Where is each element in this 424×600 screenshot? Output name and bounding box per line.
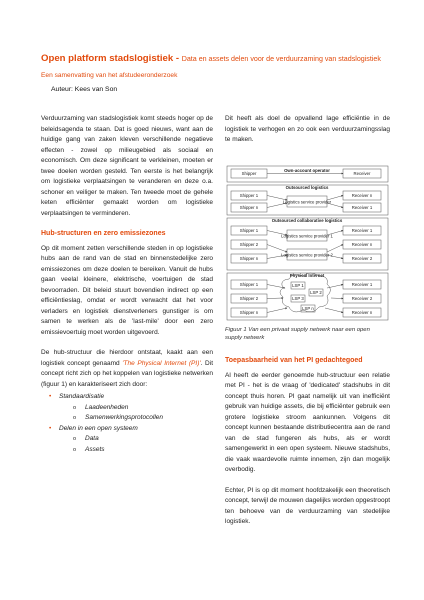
receiver-label: Receiver n — [351, 242, 373, 247]
shipper-label: Shipper n — [239, 205, 259, 210]
title-subtitle: Data en assets delen voor de verduurzaming van stadslogistiek — [181, 55, 381, 63]
pi-term: 'The Physical Internet (PI)' — [122, 359, 201, 367]
supply-network-figure — [225, 164, 390, 322]
intro-paragraph: Verduurzaming van stadslogistiek komt steeds hoger op de beleidsagenda te staan. Dat is goed nieuws, want aan de huidige gang van zaken kleven verschillende negatieve effecten - zowel op milieugebied als sociaal en economisch. Om deze significant te verkleinen, moeten er twee doelen worden gesteld. Ten eerste is het belangrijk om logistieke verplaatsingen te veranderen en deze o.a. schoner en veiliger te maken. Ten tweede moet de gehele keten efficiënter gemaakt worden om logistieke verplaatsingen te verminderen. — [41, 115, 213, 217]
receiver-label: Receiver 2 — [351, 256, 373, 261]
receiver-label: Receiver 1 — [351, 228, 373, 233]
section-title: Physical Internet — [289, 273, 325, 278]
sub-list-item: o Assets — [85, 445, 213, 456]
title-main: Open platform stadslogistiek - — [41, 53, 182, 64]
section-title: Own-account operator — [284, 168, 330, 173]
sub-list-item: o Samenwerkingsprotocollen — [85, 413, 213, 424]
receiver-label: Receiver 2 — [351, 296, 373, 301]
author-line: Auteur: Kees van Son — [51, 86, 118, 93]
shipper-label: Shipper 2 — [239, 242, 259, 247]
lsp-label: LSP 3 — [292, 296, 304, 301]
lsp-label: Logistics service provider 1 — [281, 233, 333, 239]
receiver-label: Receiver — [353, 171, 371, 176]
receiver-label: Receiver n — [351, 310, 373, 315]
shipper-label: Shipper n — [239, 310, 259, 315]
document-title — [41, 52, 381, 64]
list-item — [59, 392, 213, 424]
pi-paragraph-end: . Dit concept richt zich op het koppelen van logistieke netwerken (figuur 1) en karakteriseert zich door: — [41, 359, 213, 388]
characteristics-list — [41, 392, 213, 455]
right-intro-paragraph: Dit heeft als doel de opvallend lage efficiëntie in de logistiek te verhogen en zo ook een verduurzamingsslag te maken. — [225, 115, 390, 143]
shipper-label: Shipper — [241, 171, 257, 176]
hub-paragraph: Op dit moment zetten verschillende steden in op logistieke hubs aan de rand van de stad en binnenstedelijke zero emissiezones om deze doelen te bereiken. Vanuit de hubs gaan veelal kleinere, elektrische, voertuigen de stad bevoorraden. Dit beleid stuurt bovendien indirect op een efficiëntieslag, omdat er wordt verwacht dat het voor verladers en logistiek dienstverleners gunstiger is om samen te werken als de 'last-mile' door een zero emissievoertuig moet worden uitgevoerd. — [41, 244, 213, 336]
right-column-top — [225, 114, 390, 156]
receiver-label: Receiver 1 — [351, 205, 373, 210]
list-item — [59, 424, 213, 456]
lsp-label: LSP 1 — [292, 283, 304, 288]
pi-paragraph — [41, 348, 213, 390]
bullet-label: Delen in een open systeem — [59, 424, 138, 432]
shipper-label: Shipper 1 — [239, 282, 259, 287]
lsp-label: LSP 2 — [310, 290, 322, 295]
receiver-label: Receiver n — [351, 193, 373, 198]
summary-line: Een samenvatting van het afstudeeronderzoek — [41, 72, 178, 79]
shipper-label: Shipper 1 — [239, 228, 259, 233]
shipper-label: Shipper n — [239, 256, 259, 261]
hub-heading: Hub-structuren en zero emissiezones — [41, 230, 166, 237]
left-column — [41, 114, 213, 455]
lsp-label: Logistics service provider — [282, 199, 332, 205]
sub-list — [59, 403, 213, 424]
right-column-lower — [225, 356, 390, 538]
section-title: Outsourced collaborative logistics — [271, 218, 343, 223]
closing-paragraph: Echter, PI is op dit moment hoofdzakelijk een theoretisch concept, terwijl de mouwen dagelijks worden opgestroopt ten behoeve van de verduurzaming van stedelijke logistiek. — [225, 486, 390, 525]
bullet-label: Standaardisatie — [59, 393, 105, 400]
sub-list — [59, 434, 213, 455]
figure-diagram — [225, 164, 390, 322]
lsp-label: LSP n — [302, 306, 314, 311]
lsp-label: Logistics service provider 2 — [281, 252, 333, 258]
receiver-label: Receiver 1 — [351, 282, 373, 287]
sub-list-item: o Data — [85, 434, 213, 445]
shipper-label: Shipper 1 — [239, 193, 259, 198]
figure-caption: Figuur 1 Van een privaat supply netwerk naar een open supply netwerk — [225, 327, 370, 341]
applicability-paragraph: Al heeft de eerder genoemde hub-structuur een relatie met PI - het is de vraag of 'dedicated' stadshubs in dit concept thuis horen. PI gaat namelijk uit van inefficiënt gebruik van huidige assets, die bij efficiënter gebruik een grotere logistieke stroom aankunnen. Volgens dit concept kunnen bestaande distributiecentra aan de rand van de stad fungeren als hubs, als er wordt samengewerkt in een open systeem. Nieuwe stadshubs, die vaak waardevolle ruimte innemen, zijn dan mogelijk overbodig. — [225, 371, 390, 473]
pi-paragraph-start: De hub-structuur die hierdoor ontstaat, kaakt aan een logistiek concept genaamd — [41, 349, 213, 367]
section-title: Outsourced logistics — [285, 185, 329, 190]
shipper-label: Shipper 2 — [239, 296, 259, 301]
sub-list-item: o Laadeenheden — [85, 403, 213, 414]
applicability-heading: Toepasbaarheid van het PI gedachtegoed — [225, 357, 363, 364]
